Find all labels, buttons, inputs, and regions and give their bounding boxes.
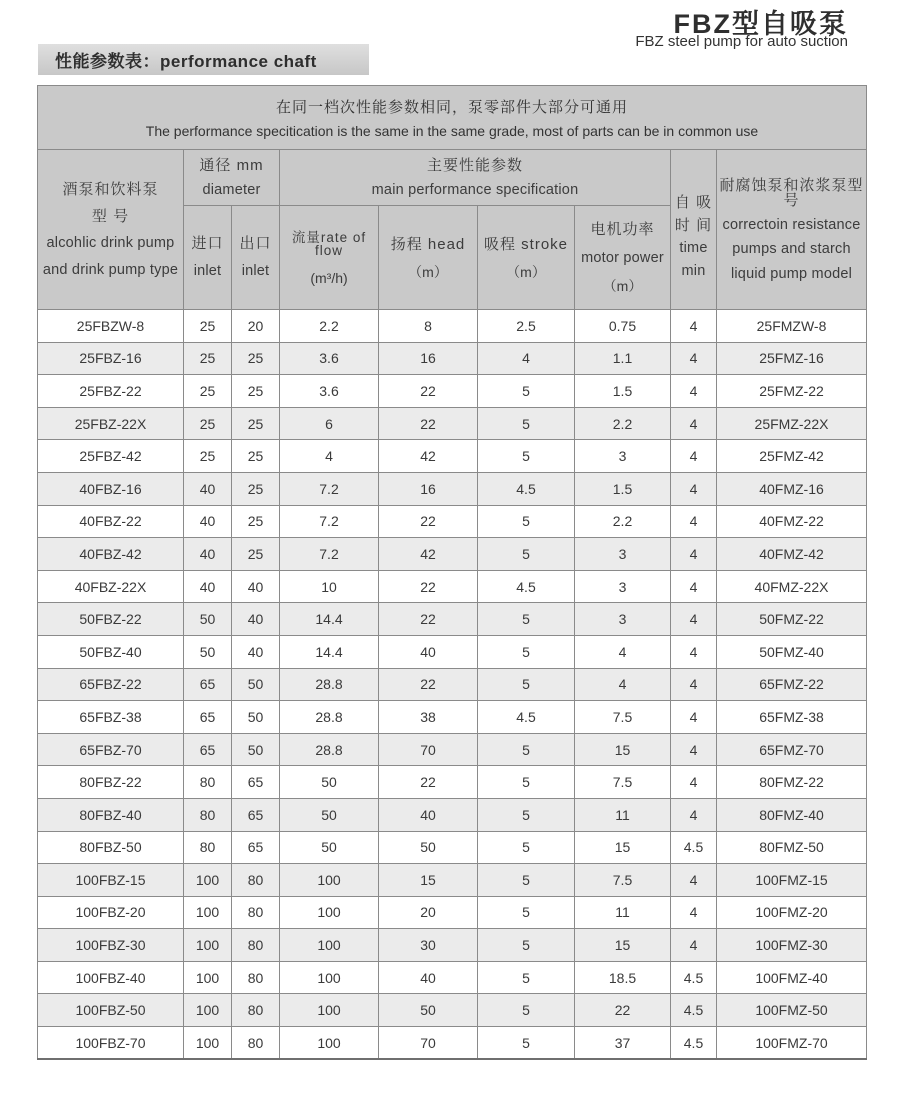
- cell-inlet: 100: [184, 929, 232, 962]
- cell-inlet: 50: [184, 603, 232, 636]
- cell-outlet: 65: [232, 766, 280, 799]
- cell-resistance-model: 65FMZ-70: [717, 733, 867, 766]
- cell-time: 4.5: [671, 994, 717, 1027]
- cell-outlet: 25: [232, 375, 280, 408]
- cell-outlet: 20: [232, 310, 280, 343]
- cell-inlet: 25: [184, 310, 232, 343]
- cell-stroke: 5: [478, 798, 575, 831]
- cell-outlet: 25: [232, 342, 280, 375]
- cell-power: 1.5: [575, 375, 671, 408]
- header-main-performance-en: main performance specification: [371, 181, 579, 198]
- cell-flow: 7.2: [280, 538, 379, 571]
- cell-outlet: 50: [232, 733, 280, 766]
- cell-stroke: 5: [478, 668, 575, 701]
- header-pump-type-zh2: 型 号: [91, 208, 130, 225]
- header-stroke: [478, 206, 575, 310]
- cell-model: 100FBZ-30: [38, 929, 184, 962]
- cell-stroke: 4.5: [478, 570, 575, 603]
- cell-head: 22: [379, 407, 478, 440]
- cell-model: 80FBZ-22: [38, 766, 184, 799]
- header-stroke-unit: （m）: [506, 263, 546, 280]
- header-resistance-pump-en3: liquid pump model: [730, 265, 853, 282]
- header-resistance-pump-en1: correctoin resistance: [722, 216, 861, 233]
- cell-flow: 10: [280, 570, 379, 603]
- cell-head: 16: [379, 342, 478, 375]
- header-diameter-zh: 通径 mm: [199, 156, 264, 174]
- cell-flow: 50: [280, 831, 379, 864]
- cell-outlet: 80: [232, 994, 280, 1027]
- cell-outlet: 40: [232, 570, 280, 603]
- cell-head: 70: [379, 1027, 478, 1060]
- cell-stroke: 5: [478, 896, 575, 929]
- cell-time: 4: [671, 407, 717, 440]
- cell-outlet: 65: [232, 798, 280, 831]
- cell-resistance-model: 50FMZ-22: [717, 603, 867, 636]
- table-row: [38, 603, 867, 636]
- header-power-en: motor power: [581, 249, 664, 266]
- cell-power: 37: [575, 1027, 671, 1060]
- cell-outlet: 40: [232, 603, 280, 636]
- cell-time: 4: [671, 896, 717, 929]
- cell-head: 8: [379, 310, 478, 343]
- table-row: [38, 538, 867, 571]
- table-row: [38, 798, 867, 831]
- cell-stroke: 4.5: [478, 701, 575, 734]
- cell-outlet: 50: [232, 668, 280, 701]
- cell-power: 7.5: [575, 701, 671, 734]
- header-power-unit: （m）: [602, 278, 643, 295]
- cell-model: 100FBZ-15: [38, 864, 184, 897]
- cell-flow: 50: [280, 798, 379, 831]
- cell-time: 4: [671, 505, 717, 538]
- header-pump-type-en2: and drink pump type: [42, 261, 179, 278]
- cell-inlet: 25: [184, 440, 232, 473]
- table-row: [38, 440, 867, 473]
- cell-head: 22: [379, 375, 478, 408]
- cell-flow: 28.8: [280, 733, 379, 766]
- cell-model: 25FBZW-8: [38, 310, 184, 343]
- table-row: [38, 701, 867, 734]
- table-row: [38, 635, 867, 668]
- cell-inlet: 65: [184, 701, 232, 734]
- header-inlet-en: inlet: [193, 263, 222, 280]
- table-row: [38, 570, 867, 603]
- header-power: [575, 206, 671, 310]
- cell-outlet: 80: [232, 929, 280, 962]
- cell-head: 40: [379, 961, 478, 994]
- cell-stroke: 2.5: [478, 310, 575, 343]
- cell-inlet: 100: [184, 896, 232, 929]
- cell-flow: 100: [280, 864, 379, 897]
- cell-resistance-model: 100FMZ-20: [717, 896, 867, 929]
- cell-flow: 7.2: [280, 472, 379, 505]
- cell-stroke: 5: [478, 929, 575, 962]
- cell-inlet: 65: [184, 668, 232, 701]
- cell-flow: 100: [280, 961, 379, 994]
- cell-resistance-model: 25FMZ-16: [717, 342, 867, 375]
- cell-head: 40: [379, 635, 478, 668]
- page-title: FBZ型自吸泵: [673, 9, 848, 39]
- header-flow-zh: 流量rate of flow: [291, 229, 367, 258]
- cell-outlet: 25: [232, 538, 280, 571]
- cell-time: 4: [671, 342, 717, 375]
- cell-model: 40FBZ-22: [38, 505, 184, 538]
- cell-power: 0.75: [575, 310, 671, 343]
- table-row: [38, 505, 867, 538]
- section-header: [38, 44, 369, 75]
- cell-power: 3: [575, 570, 671, 603]
- cell-head: 22: [379, 570, 478, 603]
- cell-head: 22: [379, 505, 478, 538]
- table-row: [38, 994, 867, 1027]
- cell-stroke: 5: [478, 994, 575, 1027]
- cell-model: 40FBZ-42: [38, 538, 184, 571]
- cell-power: 2.2: [575, 407, 671, 440]
- cell-flow: 7.2: [280, 505, 379, 538]
- cell-flow: 14.4: [280, 635, 379, 668]
- cell-resistance-model: 40FMZ-16: [717, 472, 867, 505]
- cell-time: 4: [671, 864, 717, 897]
- cell-model: 65FBZ-70: [38, 733, 184, 766]
- banner-text-en: The performance specitication is the same in the same grade, most of parts can be in common use: [145, 123, 759, 139]
- cell-time: 4: [671, 472, 717, 505]
- table-row: [38, 831, 867, 864]
- table-row: [38, 766, 867, 799]
- cell-inlet: 80: [184, 766, 232, 799]
- cell-resistance-model: 100FMZ-30: [717, 929, 867, 962]
- cell-head: 38: [379, 701, 478, 734]
- cell-model: 50FBZ-22: [38, 603, 184, 636]
- cell-power: 15: [575, 831, 671, 864]
- header-resistance-pump-en2: pumps and starch: [732, 241, 851, 258]
- cell-inlet: 25: [184, 407, 232, 440]
- cell-time: 4.5: [671, 961, 717, 994]
- cell-head: 22: [379, 603, 478, 636]
- header-diameter: [184, 150, 280, 206]
- table-row: [38, 342, 867, 375]
- cell-inlet: 40: [184, 472, 232, 505]
- cell-power: 1.1: [575, 342, 671, 375]
- cell-outlet: 80: [232, 864, 280, 897]
- cell-power: 4: [575, 635, 671, 668]
- cell-model: 50FBZ-40: [38, 635, 184, 668]
- cell-head: 22: [379, 766, 478, 799]
- cell-time: 4: [671, 440, 717, 473]
- cell-inlet: 100: [184, 961, 232, 994]
- page-subtitle: FBZ steel pump for auto suction: [635, 33, 848, 50]
- header-resistance-pump-zh: 耐腐蚀泵和浓浆泵型号: [719, 176, 864, 209]
- cell-model: 25FBZ-42: [38, 440, 184, 473]
- table-row: [38, 929, 867, 962]
- cell-time: 4: [671, 310, 717, 343]
- cell-flow: 4: [280, 440, 379, 473]
- cell-stroke: 5: [478, 766, 575, 799]
- cell-flow: 14.4: [280, 603, 379, 636]
- cell-head: 15: [379, 864, 478, 897]
- cell-time: 4: [671, 603, 717, 636]
- cell-power: 11: [575, 896, 671, 929]
- table-row: [38, 375, 867, 408]
- cell-head: 70: [379, 733, 478, 766]
- cell-stroke: 5: [478, 864, 575, 897]
- cell-resistance-model: 80FMZ-50: [717, 831, 867, 864]
- header-flow: [280, 206, 379, 310]
- header-main-performance: [280, 150, 671, 206]
- cell-outlet: 80: [232, 896, 280, 929]
- table-row: [38, 961, 867, 994]
- cell-power: 15: [575, 733, 671, 766]
- cell-outlet: 25: [232, 440, 280, 473]
- table-row: [38, 733, 867, 766]
- cell-inlet: 80: [184, 831, 232, 864]
- cell-flow: 50: [280, 766, 379, 799]
- cell-outlet: 80: [232, 1027, 280, 1060]
- cell-inlet: 25: [184, 375, 232, 408]
- cell-stroke: 5: [478, 440, 575, 473]
- table-body: [38, 310, 867, 1060]
- header-suction-time-zh1: 自 吸: [674, 194, 713, 211]
- cell-model: 40FBZ-16: [38, 472, 184, 505]
- cell-flow: 28.8: [280, 668, 379, 701]
- cell-stroke: 5: [478, 407, 575, 440]
- cell-power: 3: [575, 440, 671, 473]
- cell-model: 100FBZ-50: [38, 994, 184, 1027]
- cell-model: 40FBZ-22X: [38, 570, 184, 603]
- table-head: [38, 86, 867, 310]
- cell-head: 50: [379, 994, 478, 1027]
- header-resistance-pump: [717, 150, 867, 310]
- cell-model: 25FBZ-16: [38, 342, 184, 375]
- header-inlet-zh: 进口: [191, 235, 224, 253]
- header-suction-time: [671, 150, 717, 310]
- cell-resistance-model: 25FMZ-22: [717, 375, 867, 408]
- cell-resistance-model: 100FMZ-15: [717, 864, 867, 897]
- cell-outlet: 25: [232, 505, 280, 538]
- table-row: [38, 407, 867, 440]
- cell-flow: 28.8: [280, 701, 379, 734]
- cell-head: 40: [379, 798, 478, 831]
- header-outlet: [232, 206, 280, 310]
- header-power-zh: 电机功率: [590, 220, 655, 238]
- header-main-performance-zh: 主要性能参数: [426, 156, 523, 174]
- cell-power: 7.5: [575, 864, 671, 897]
- cell-time: 4: [671, 635, 717, 668]
- cell-time: 4: [671, 733, 717, 766]
- banner-cell: [38, 86, 867, 150]
- cell-stroke: 5: [478, 961, 575, 994]
- cell-power: 1.5: [575, 472, 671, 505]
- cell-stroke: 5: [478, 505, 575, 538]
- cell-inlet: 25: [184, 342, 232, 375]
- cell-model: 25FBZ-22X: [38, 407, 184, 440]
- cell-flow: 6: [280, 407, 379, 440]
- cell-resistance-model: 25FMZ-22X: [717, 407, 867, 440]
- cell-model: 65FBZ-22: [38, 668, 184, 701]
- cell-head: 50: [379, 831, 478, 864]
- cell-inlet: 40: [184, 570, 232, 603]
- cell-resistance-model: 100FMZ-40: [717, 961, 867, 994]
- table-row: [38, 472, 867, 505]
- header-inlet: [184, 206, 232, 310]
- header-head-unit: （m）: [408, 263, 448, 280]
- header-head: [379, 206, 478, 310]
- cell-resistance-model: 40FMZ-42: [717, 538, 867, 571]
- cell-model: 25FBZ-22: [38, 375, 184, 408]
- table-row: [38, 896, 867, 929]
- cell-resistance-model: 65FMZ-38: [717, 701, 867, 734]
- cell-time: 4: [671, 766, 717, 799]
- cell-head: 22: [379, 668, 478, 701]
- table-row: [38, 310, 867, 343]
- cell-time: 4.5: [671, 831, 717, 864]
- cell-outlet: 40: [232, 635, 280, 668]
- cell-outlet: 50: [232, 701, 280, 734]
- cell-power: 11: [575, 798, 671, 831]
- performance-table-wrapper: [37, 85, 867, 1060]
- cell-resistance-model: 50FMZ-40: [717, 635, 867, 668]
- cell-resistance-model: 100FMZ-70: [717, 1027, 867, 1060]
- cell-head: 42: [379, 538, 478, 571]
- cell-power: 22: [575, 994, 671, 1027]
- cell-stroke: 4.5: [478, 472, 575, 505]
- cell-inlet: 40: [184, 505, 232, 538]
- cell-resistance-model: 25FMZ-42: [717, 440, 867, 473]
- header-diameter-en: diameter: [202, 181, 261, 198]
- cell-power: 3: [575, 538, 671, 571]
- cell-inlet: 80: [184, 798, 232, 831]
- cell-resistance-model: 40FMZ-22: [717, 505, 867, 538]
- header-outlet-zh: 出口: [239, 235, 272, 253]
- header-suction-time-zh2: 时 间: [674, 217, 713, 234]
- cell-power: 3: [575, 603, 671, 636]
- cell-stroke: 5: [478, 603, 575, 636]
- cell-flow: 100: [280, 929, 379, 962]
- cell-head: 30: [379, 929, 478, 962]
- cell-power: 2.2: [575, 505, 671, 538]
- cell-resistance-model: 25FMZW-8: [717, 310, 867, 343]
- header-suction-time-en1: time: [679, 240, 708, 256]
- cell-inlet: 100: [184, 1027, 232, 1060]
- cell-flow: 2.2: [280, 310, 379, 343]
- cell-stroke: 5: [478, 831, 575, 864]
- cell-flow: 3.6: [280, 342, 379, 375]
- cell-resistance-model: 80FMZ-40: [717, 798, 867, 831]
- cell-outlet: 80: [232, 961, 280, 994]
- table-row: [38, 668, 867, 701]
- cell-time: 4: [671, 701, 717, 734]
- cell-model: 100FBZ-20: [38, 896, 184, 929]
- banner-text-zh: 在同一档次性能参数相同，泵零部件大部分可通用: [276, 99, 629, 116]
- cell-resistance-model: 80FMZ-22: [717, 766, 867, 799]
- cell-stroke: 5: [478, 733, 575, 766]
- cell-head: 42: [379, 440, 478, 473]
- cell-power: 7.5: [575, 766, 671, 799]
- header-pump-type-en1: alcohlic drink pump: [46, 235, 175, 251]
- cell-inlet: 50: [184, 635, 232, 668]
- cell-power: 4: [575, 668, 671, 701]
- header-suction-time-en2: min: [681, 262, 706, 279]
- performance-table: [37, 85, 867, 1060]
- header-stroke-zh: 吸程 stroke: [483, 235, 568, 253]
- cell-flow: 100: [280, 994, 379, 1027]
- cell-resistance-model: 40FMZ-22X: [717, 570, 867, 603]
- cell-time: 4: [671, 798, 717, 831]
- header-pump-type: [38, 150, 184, 310]
- cell-stroke: 5: [478, 1027, 575, 1060]
- cell-stroke: 5: [478, 635, 575, 668]
- section-header-label: 性能参数表：performance chaft: [55, 52, 317, 71]
- header-flow-unit: (m³/h): [310, 269, 348, 286]
- cell-inlet: 40: [184, 538, 232, 571]
- cell-stroke: 5: [478, 375, 575, 408]
- cell-outlet: 65: [232, 831, 280, 864]
- header-pump-type-zh1: 酒泵和饮料泵: [62, 181, 159, 198]
- cell-time: 4: [671, 668, 717, 701]
- cell-flow: 100: [280, 896, 379, 929]
- cell-model: 65FBZ-38: [38, 701, 184, 734]
- cell-inlet: 100: [184, 864, 232, 897]
- header-outlet-en: inlet: [241, 263, 270, 280]
- cell-resistance-model: 100FMZ-50: [717, 994, 867, 1027]
- cell-stroke: 5: [478, 538, 575, 571]
- cell-inlet: 65: [184, 733, 232, 766]
- table-row: [38, 1027, 867, 1060]
- cell-flow: 100: [280, 1027, 379, 1060]
- cell-flow: 3.6: [280, 375, 379, 408]
- cell-time: 4: [671, 570, 717, 603]
- cell-model: 100FBZ-70: [38, 1027, 184, 1060]
- cell-time: 4.5: [671, 1027, 717, 1060]
- cell-power: 18.5: [575, 961, 671, 994]
- cell-inlet: 100: [184, 994, 232, 1027]
- cell-time: 4: [671, 929, 717, 962]
- cell-outlet: 25: [232, 472, 280, 505]
- cell-time: 4: [671, 538, 717, 571]
- cell-model: 80FBZ-40: [38, 798, 184, 831]
- cell-model: 80FBZ-50: [38, 831, 184, 864]
- cell-time: 4: [671, 375, 717, 408]
- cell-power: 15: [575, 929, 671, 962]
- cell-head: 16: [379, 472, 478, 505]
- cell-head: 20: [379, 896, 478, 929]
- table-row: [38, 864, 867, 897]
- cell-stroke: 4: [478, 342, 575, 375]
- cell-model: 100FBZ-40: [38, 961, 184, 994]
- header-head-zh: 扬程 head: [390, 235, 466, 253]
- cell-outlet: 25: [232, 407, 280, 440]
- cell-resistance-model: 65FMZ-22: [717, 668, 867, 701]
